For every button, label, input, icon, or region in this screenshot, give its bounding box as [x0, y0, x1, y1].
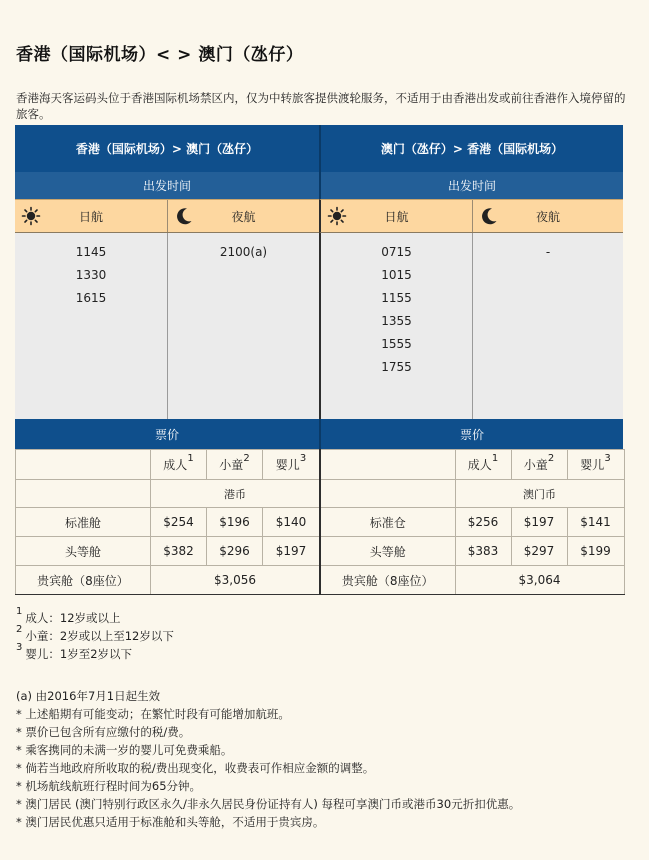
remark: * 机场航线航班行程时间为65分钟。: [16, 779, 202, 793]
remark: * 澳门居民 (澳门特别行政区永久/非永久居民身份证持有人) 每程可享澳门币或港币30元折扣优惠。: [16, 797, 521, 811]
schedule-board: [15, 125, 623, 595]
table-row: [320, 537, 624, 566]
departure-time: 2100(a): [219, 245, 268, 259]
empty-cell: [320, 450, 455, 480]
remark: * 澳门居民优惠只适用于标准舱和头等舱，不适用于贵宾房。: [16, 815, 325, 829]
column-header-adult: 成人$^1$: [455, 450, 511, 480]
table-row: [320, 566, 624, 595]
class-label: 贵宾舱（8座位）: [16, 566, 151, 595]
fare-cell: $296: [207, 537, 263, 566]
day-times-column: [321, 233, 472, 419]
day-times-column: [15, 233, 167, 419]
fare-cell: $383: [455, 537, 511, 566]
departure-time-header: 出发时间: [15, 172, 319, 199]
night-times-column: [167, 233, 319, 419]
fare-cell: $199: [567, 537, 624, 566]
departure-time: 1015: [381, 268, 412, 282]
departure-times: [15, 233, 319, 419]
table-row: [16, 537, 320, 566]
fare-cell: $3,064: [455, 566, 624, 595]
table-row: [16, 566, 320, 595]
sun-icon: [21, 206, 41, 226]
remark: * 乘客携同的未满一岁的婴儿可免费乘船。: [16, 743, 233, 757]
fare-cell: $141: [567, 508, 624, 537]
column-header-adult: 成人$^1$: [151, 450, 207, 480]
fare-cell: $197: [511, 508, 567, 537]
day-night-header: [15, 199, 319, 233]
fare-cell: $382: [151, 537, 207, 566]
route-title-hk-macau: 香港（国际机场）> 澳门（氹仔）: [15, 125, 319, 172]
table-row: [16, 480, 320, 508]
day-flight-label: 日航: [78, 209, 103, 224]
departure-time: 0715: [381, 245, 412, 259]
fare-cell: $196: [207, 508, 263, 537]
fare-cell: $256: [455, 508, 511, 537]
night-flight-label: 夜航: [535, 209, 560, 224]
column-header-child: 小童$^2$: [207, 450, 263, 480]
route-header-row: [15, 125, 623, 172]
column-header-infant: 婴儿$^3$: [263, 450, 320, 480]
footnotes: [16, 606, 174, 663]
empty-cell: [320, 480, 455, 508]
departure-time: 1155: [381, 291, 412, 305]
departure-time: 1145: [75, 245, 107, 259]
departure-time: 1330: [75, 268, 107, 282]
night-times-column: [472, 233, 623, 419]
route-title-macau-hk: 澳门（氹仔）> 香港（国际机场）: [319, 125, 623, 172]
fare-header: 票价: [319, 419, 623, 449]
night-flight-label: 夜航: [231, 209, 256, 224]
departure-time: 1755: [381, 360, 412, 374]
class-label: 头等舱: [320, 537, 455, 566]
fare-table: [15, 449, 320, 595]
fare-cell: $297: [511, 537, 567, 566]
column-header-infant: 婴儿$^3$: [567, 450, 624, 480]
departure-time-header: 出发时间: [319, 172, 623, 199]
table-row: [320, 480, 624, 508]
table-row: [320, 508, 624, 537]
moon-icon: [479, 206, 499, 226]
day-night-header: [319, 199, 623, 233]
footnote: 3 婴儿：1岁至2岁以下: [16, 642, 133, 661]
intro-text: 香港海天客运码头位于香港国际机场禁区内，仅为中转旅客提供渡轮服务，不适用于由香港出发或前往香港作入境停留的旅客。: [16, 91, 626, 121]
fare-cell: $197: [263, 537, 320, 566]
departure-time: 1615: [75, 291, 107, 305]
departure-time: 1555: [381, 337, 412, 351]
class-label: 标准舱: [16, 508, 151, 537]
currency-label: 港币: [151, 480, 320, 508]
column-header-child: 小童$^2$: [511, 450, 567, 480]
remark: * 票价已包含所有应缴付的税/费。: [16, 725, 191, 739]
class-label: 标准仓: [320, 508, 455, 537]
departure-times: [319, 233, 623, 419]
class-label: 贵宾舱（8座位）: [320, 566, 455, 595]
remarks: [16, 687, 520, 831]
footnote: 2 小童：2岁或以上至12岁以下: [16, 624, 174, 643]
page-title: 香港（国际机场）< > 澳门（氹仔）: [16, 45, 304, 65]
remark: * 倘若当地政府所收取的税/费出现变化，收费表可作相应金额的调整。: [16, 761, 375, 775]
table-row: [320, 450, 624, 480]
moon-icon: [174, 206, 194, 226]
footnote: 1 成人：12岁或以上: [16, 606, 121, 625]
class-label: 头等舱: [16, 537, 151, 566]
empty-cell: [16, 480, 151, 508]
fare-cell: $254: [151, 508, 207, 537]
fare-table: [319, 449, 625, 595]
empty-cell: [16, 450, 151, 480]
currency-label: 澳门币: [455, 480, 624, 508]
fare-cell: $140: [263, 508, 320, 537]
remark: (a) 由2016年7月1日起生效: [16, 689, 161, 703]
fare-cell: $3,056: [151, 566, 320, 595]
day-flight-label: 日航: [384, 209, 409, 224]
table-row: [16, 508, 320, 537]
sun-icon: [327, 206, 347, 226]
departure-time: 1355: [381, 314, 412, 328]
fare-header: 票价: [15, 419, 319, 449]
table-row: [16, 450, 320, 480]
departure-time: -: [545, 245, 551, 259]
remark: * 上述船期有可能变动；在繁忙时段有可能增加航班。: [16, 707, 290, 721]
